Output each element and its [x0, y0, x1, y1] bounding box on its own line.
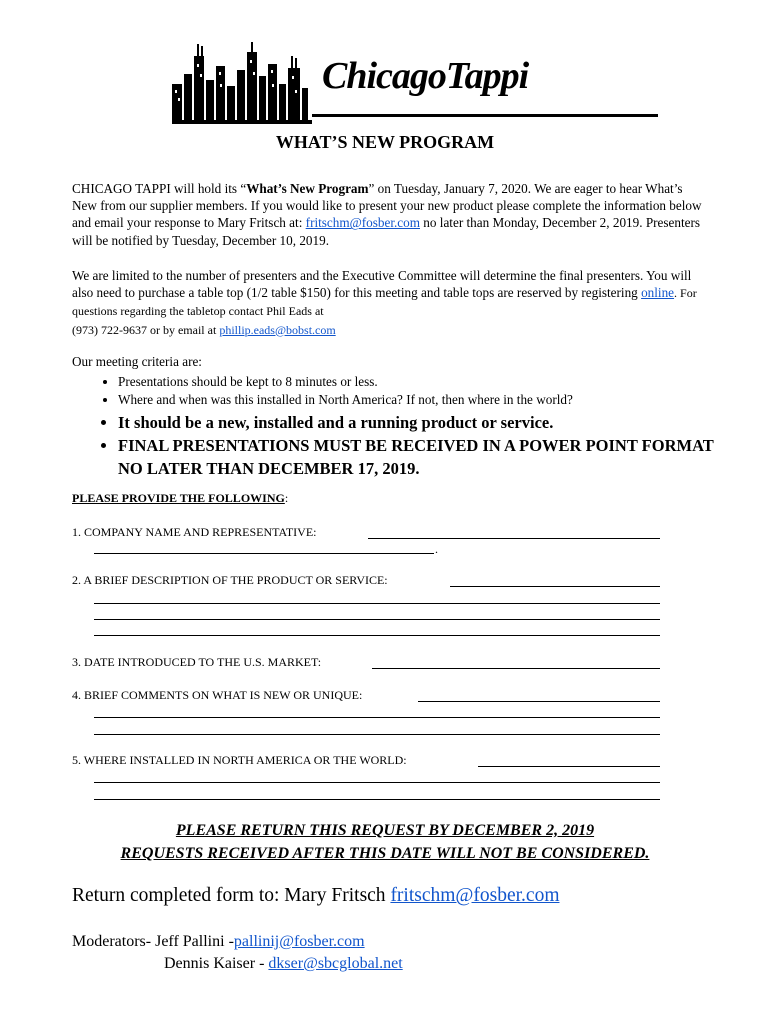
logo-text: ChicagoTappi [322, 55, 529, 97]
limits-text-2: . For questions regarding the tabletop contact Phil Eads at [72, 286, 697, 319]
installed-field[interactable] [478, 766, 660, 767]
comments-field-line-2[interactable] [94, 717, 660, 718]
return-deadline: PLEASE RETURN THIS REQUEST BY DECEMBER 2, 2019 [175, 822, 595, 839]
list-item: • It should be a new, installed and a running product or service. [118, 411, 728, 434]
phone-text: (973) 722-9637 or by email at [72, 322, 220, 337]
list-item: • Presentations should be kept to 8 minutes or less. [118, 373, 728, 391]
kaiser-email-link[interactable]: dkser@sbcglobal.net [268, 955, 403, 972]
form-heading [72, 491, 288, 506]
list-item: • FINAL PRESENTATIONS MUST BE RECEIVED IN A POWER POINT FORMAT NO LATER THAN DECEMBER 17, 2019. [118, 434, 728, 480]
intro-text-3: no later than Monday, December 2, 2019. Presenters will be notified by Tuesday, December 10, 2019. [72, 215, 701, 248]
company-field[interactable] [368, 538, 660, 539]
question-company-end: . [435, 542, 438, 556]
comments-field-line-3[interactable] [94, 734, 660, 735]
list-item: • Where and when was this installed in North America? If not, then where in the world? [118, 391, 728, 409]
criteria-list [72, 373, 728, 480]
description-field-line-3[interactable] [94, 619, 660, 620]
return-form-line [72, 885, 559, 907]
phil-email-link[interactable]: phillip.eads@bobst.com [219, 322, 336, 337]
date-field[interactable] [372, 668, 660, 669]
online-link[interactable]: online [641, 285, 675, 301]
question-installed: 5. WHERE INSTALLED IN NORTH AMERICA OR THE WORLD: [72, 753, 407, 767]
question-description: 2. A BRIEF DESCRIPTION OF THE PRODUCT OR SERVICE: [72, 573, 388, 587]
limits-paragraph [72, 267, 702, 339]
moderators-label: Moderators- Jeff Pallini - [72, 933, 234, 950]
comments-field[interactable] [418, 701, 660, 702]
moderator-2-line [164, 955, 403, 973]
form-heading-text: PLEASE PROVIDE THE FOLLOWING [72, 491, 285, 505]
pallini-email-link[interactable]: pallinij@fosber.com [233, 933, 365, 950]
late-requests-notice: REQUESTS RECEIVED AFTER THIS DATE WILL NOT BE CONSIDERED. [120, 845, 650, 862]
company-field-line-2[interactable] [94, 553, 434, 554]
intro-paragraph [72, 180, 702, 249]
contact-email-link[interactable]: fritschm@fosber.com [305, 215, 420, 231]
installed-field-line-3[interactable] [94, 799, 660, 800]
description-field-line-2[interactable] [94, 603, 660, 604]
intro-text-1: CHICAGO TAPPI will hold its “ [72, 181, 247, 196]
program-name: What’s New Program [246, 181, 369, 196]
return-email-link[interactable]: fritschm@fosber.com [390, 885, 560, 906]
intro-text-2: ” on Tuesday, January 7, 2020. We are eager to hear What’s New from our supplier members. If you would like to present your new product please complete the information below and email your response to Mary Fritsch at: [72, 181, 702, 231]
moderators-line [72, 933, 365, 951]
return-form-text: Return completed form to: Mary Fritsch [72, 885, 391, 906]
chicago-tappi-logo [172, 40, 662, 130]
moderator-2-name: Dennis Kaiser - [164, 955, 269, 972]
criteria-heading: Our meeting criteria are: [72, 354, 202, 369]
question-date: 3. DATE INTRODUCED TO THE U.S. MARKET: [72, 655, 322, 669]
description-field-line-4[interactable] [94, 635, 660, 636]
limits-text-1: We are limited to the number of presenters and the Executive Committee will determine the final presenters. You will also need to purchase a table top (1/2 table $150) for this meeting and table tops are reserved by registering [72, 268, 692, 301]
page-title: WHAT’S NEW PROGRAM [275, 132, 495, 152]
question-company: 1. COMPANY NAME AND REPRESENTATIVE: [72, 525, 317, 539]
form-heading-colon: : [284, 491, 289, 505]
description-field[interactable] [450, 586, 660, 587]
installed-field-line-2[interactable] [94, 782, 660, 783]
question-comments: 4. BRIEF COMMENTS ON WHAT IS NEW OR UNIQUE: [72, 688, 363, 702]
